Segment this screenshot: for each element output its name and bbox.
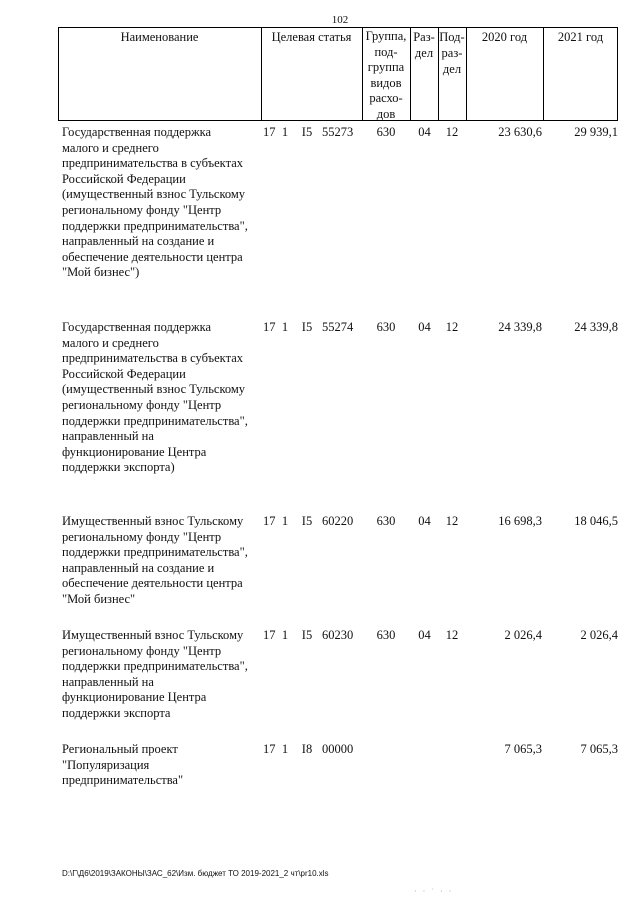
file-path-footer: D:\Г\Д6\2019\ЗАКОНЫ\ЗАС_62\Изм. бюджет ТО 2019-2021_2 чт\pr10.xls	[62, 869, 329, 878]
row-name: Государственная поддержка малого и среднего предпринимательства в субъектах Российской Федерации (имущественный взнос Тульскому региональному фонду "Центр поддержки предпринимательства", направленный на функционирование Центра поддержки экспорта)	[62, 320, 248, 475]
amount-2021: 2 026,4	[580, 628, 618, 642]
target-article-project: I5	[301, 320, 313, 334]
header-target-article: Целевая статья	[271, 30, 352, 44]
amount-2020: 23 630,6	[498, 125, 542, 139]
expense-group-value: 630	[376, 125, 396, 139]
target-article-project: I5	[301, 125, 313, 139]
target-article-subprogram: 1	[281, 125, 289, 139]
header-year-2021: 2021 год	[557, 30, 604, 44]
target-article-program: 17	[263, 628, 276, 642]
header-year-2020: 2020 год	[481, 30, 528, 44]
page-number: 102	[331, 14, 349, 26]
target-article-code: 55274	[322, 320, 354, 334]
amount-2020: 2 026,4	[504, 628, 542, 642]
scan-noise: · · ˙ · ·	[414, 887, 454, 896]
row-name: Имущественный взнос Тульскому региональному фонду "Центр поддержки предпринимательства", направленный на функционирование Центра поддержки экспорта	[62, 628, 248, 720]
target-article-subprogram: 1	[281, 514, 289, 528]
target-article-project: I8	[301, 742, 313, 756]
target-article-program: 17	[263, 125, 276, 139]
subsection-value: 12	[445, 628, 459, 642]
target-article-subprogram: 1	[281, 320, 289, 334]
target-article-code: 00000	[322, 742, 354, 756]
header-name: Наименование	[120, 30, 199, 44]
amount-2020: 7 065,3	[504, 742, 542, 756]
expense-group-value: 630	[376, 514, 396, 528]
target-article-subprogram: 1	[281, 628, 289, 642]
amount-2021: 18 046,5	[574, 514, 618, 528]
row-name: Региональный проект "Популяризация предпринимательства"	[62, 742, 184, 788]
target-article-subprogram: 1	[281, 742, 289, 756]
subsection-value: 12	[445, 125, 459, 139]
expense-group-value: 630	[376, 628, 396, 642]
row-name: Имущественный взнос Тульскому региональному фонду "Центр поддержки предпринимательства", направленный на создание и обеспечение деятельности центра "Мой бизнес"	[62, 514, 248, 606]
subsection-value: 12	[445, 320, 459, 334]
header-section: Раз- дел	[413, 30, 435, 60]
target-article-code: 55273	[322, 125, 354, 139]
expense-group-value: 630	[376, 320, 396, 334]
amount-2021: 29 939,1	[574, 125, 618, 139]
target-article-code: 60220	[322, 514, 354, 528]
target-article-project: I5	[301, 514, 313, 528]
amount-2021: 24 339,8	[574, 320, 618, 334]
section-value: 04	[418, 628, 431, 642]
target-article-program: 17	[263, 742, 276, 756]
section-value: 04	[418, 320, 431, 334]
header-subsection: Под- раз- дел	[439, 30, 465, 76]
target-article-program: 17	[263, 320, 276, 334]
row-name: Государственная поддержка малого и среднего предпринимательства в субъектах Российской Федерации (имущественный взнос Тульскому региональному фонду "Центр поддержки предпринимательства", направленный на создание и обеспечение деятельности центра "Мой бизнес")	[62, 125, 248, 280]
target-article-code: 60230	[322, 628, 354, 642]
target-article-program: 17	[263, 514, 276, 528]
subsection-value: 12	[445, 514, 459, 528]
amount-2020: 24 339,8	[498, 320, 542, 334]
amount-2021: 7 065,3	[580, 742, 618, 756]
section-value: 04	[418, 125, 431, 139]
target-article-project: I5	[301, 628, 313, 642]
section-value: 04	[418, 514, 431, 528]
amount-2020: 16 698,3	[498, 514, 542, 528]
header-expense-group: Группа, под- группа видов расхо- дов	[365, 29, 407, 121]
